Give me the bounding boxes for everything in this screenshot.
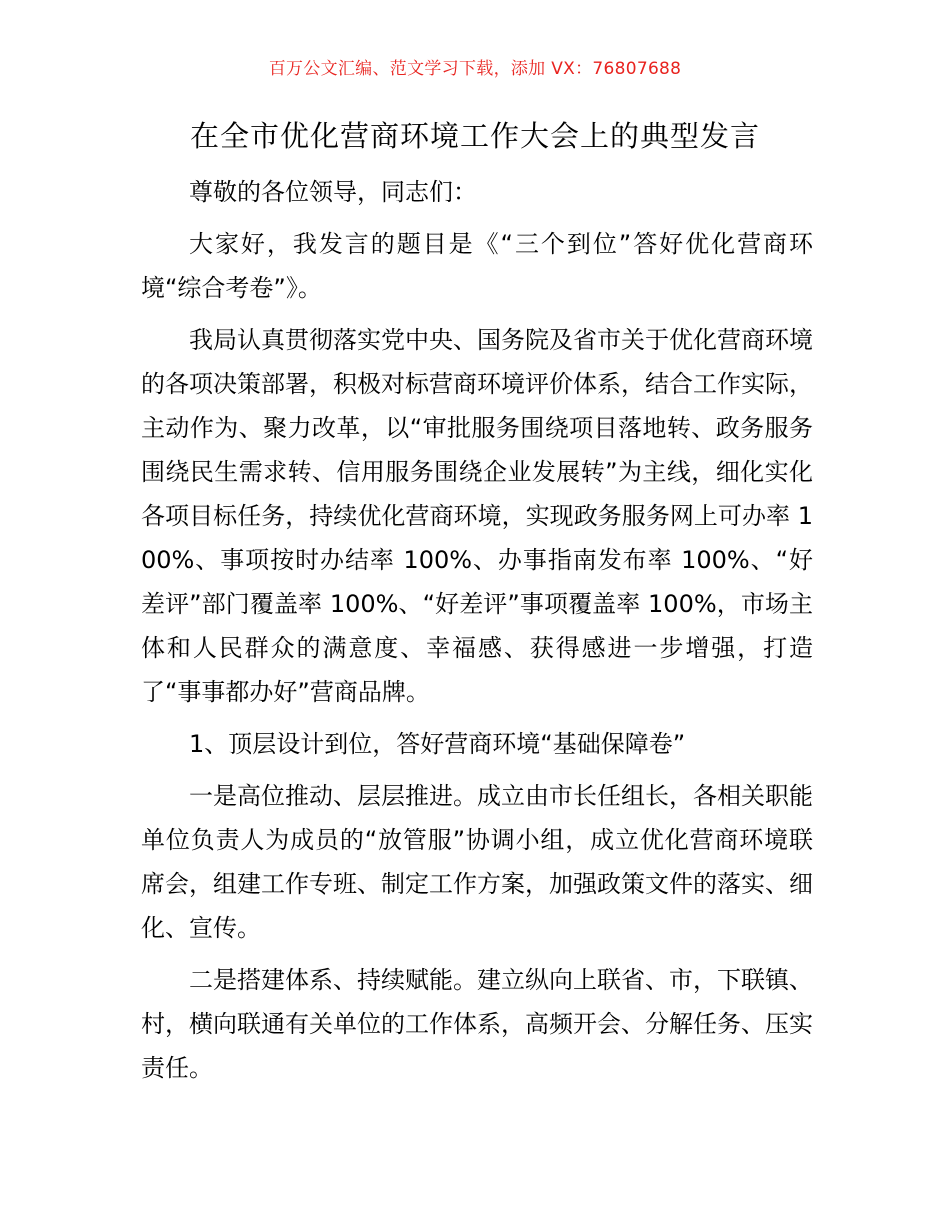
paragraph-overview: 我局认真贯彻落实党中央、国务院及省市关于优化营商环境的各项决策部署，积极对标营商环境评价体系，结合工作实际，主动作为、聚力改革，以“审批服务围绕项目落地转、政务服务围绕民生需求转、信用服务围绕企业发展转”为主线，细化实化各项目标任务，持续优化营商环境，实现政务服务网上可办率 100%、事项按时办结率 100%、办事指南发布率 100%、“好差评”部门覆盖率 100%、“好差评”事项覆盖率 100%，市场主体和人民群众的满意度、幸福感、获得感进一步增强，打造了“事事都办好”营商品牌。	[141, 326, 813, 706]
paragraph-point-1: 一是高位推动、层层推进。成立由市长任组长，各相关职能单位负责人为成员的“放管服”协调小组，成立优化营商环境联席会，组建工作专班、制定工作方案，加强政策文件的落实、细化、宣传。	[141, 782, 813, 942]
paragraph-point-2: 二是搭建体系、持续赋能。建立纵向上联省、市，下联镇、村，横向联通有关单位的工作体系，高频开会、分解任务、压实责任。	[141, 966, 813, 1082]
paragraph-intro: 大家好，我发言的题目是《“三个到位”答好优化营商环境“综合考卷”》。	[141, 230, 813, 302]
section-heading-1: 1、顶层设计到位，答好营商环境“基础保障卷”	[189, 730, 686, 758]
document-title: 在全市优化营商环境工作大会上的典型发言	[189, 119, 760, 153]
document-body	[141, 170, 813, 1098]
header-watermark-text: 百万公文汇编、范文学习下载，添加 VX：76807688	[268, 59, 682, 79]
paragraph-salutation: 尊敬的各位领导，同志们：	[189, 178, 477, 206]
